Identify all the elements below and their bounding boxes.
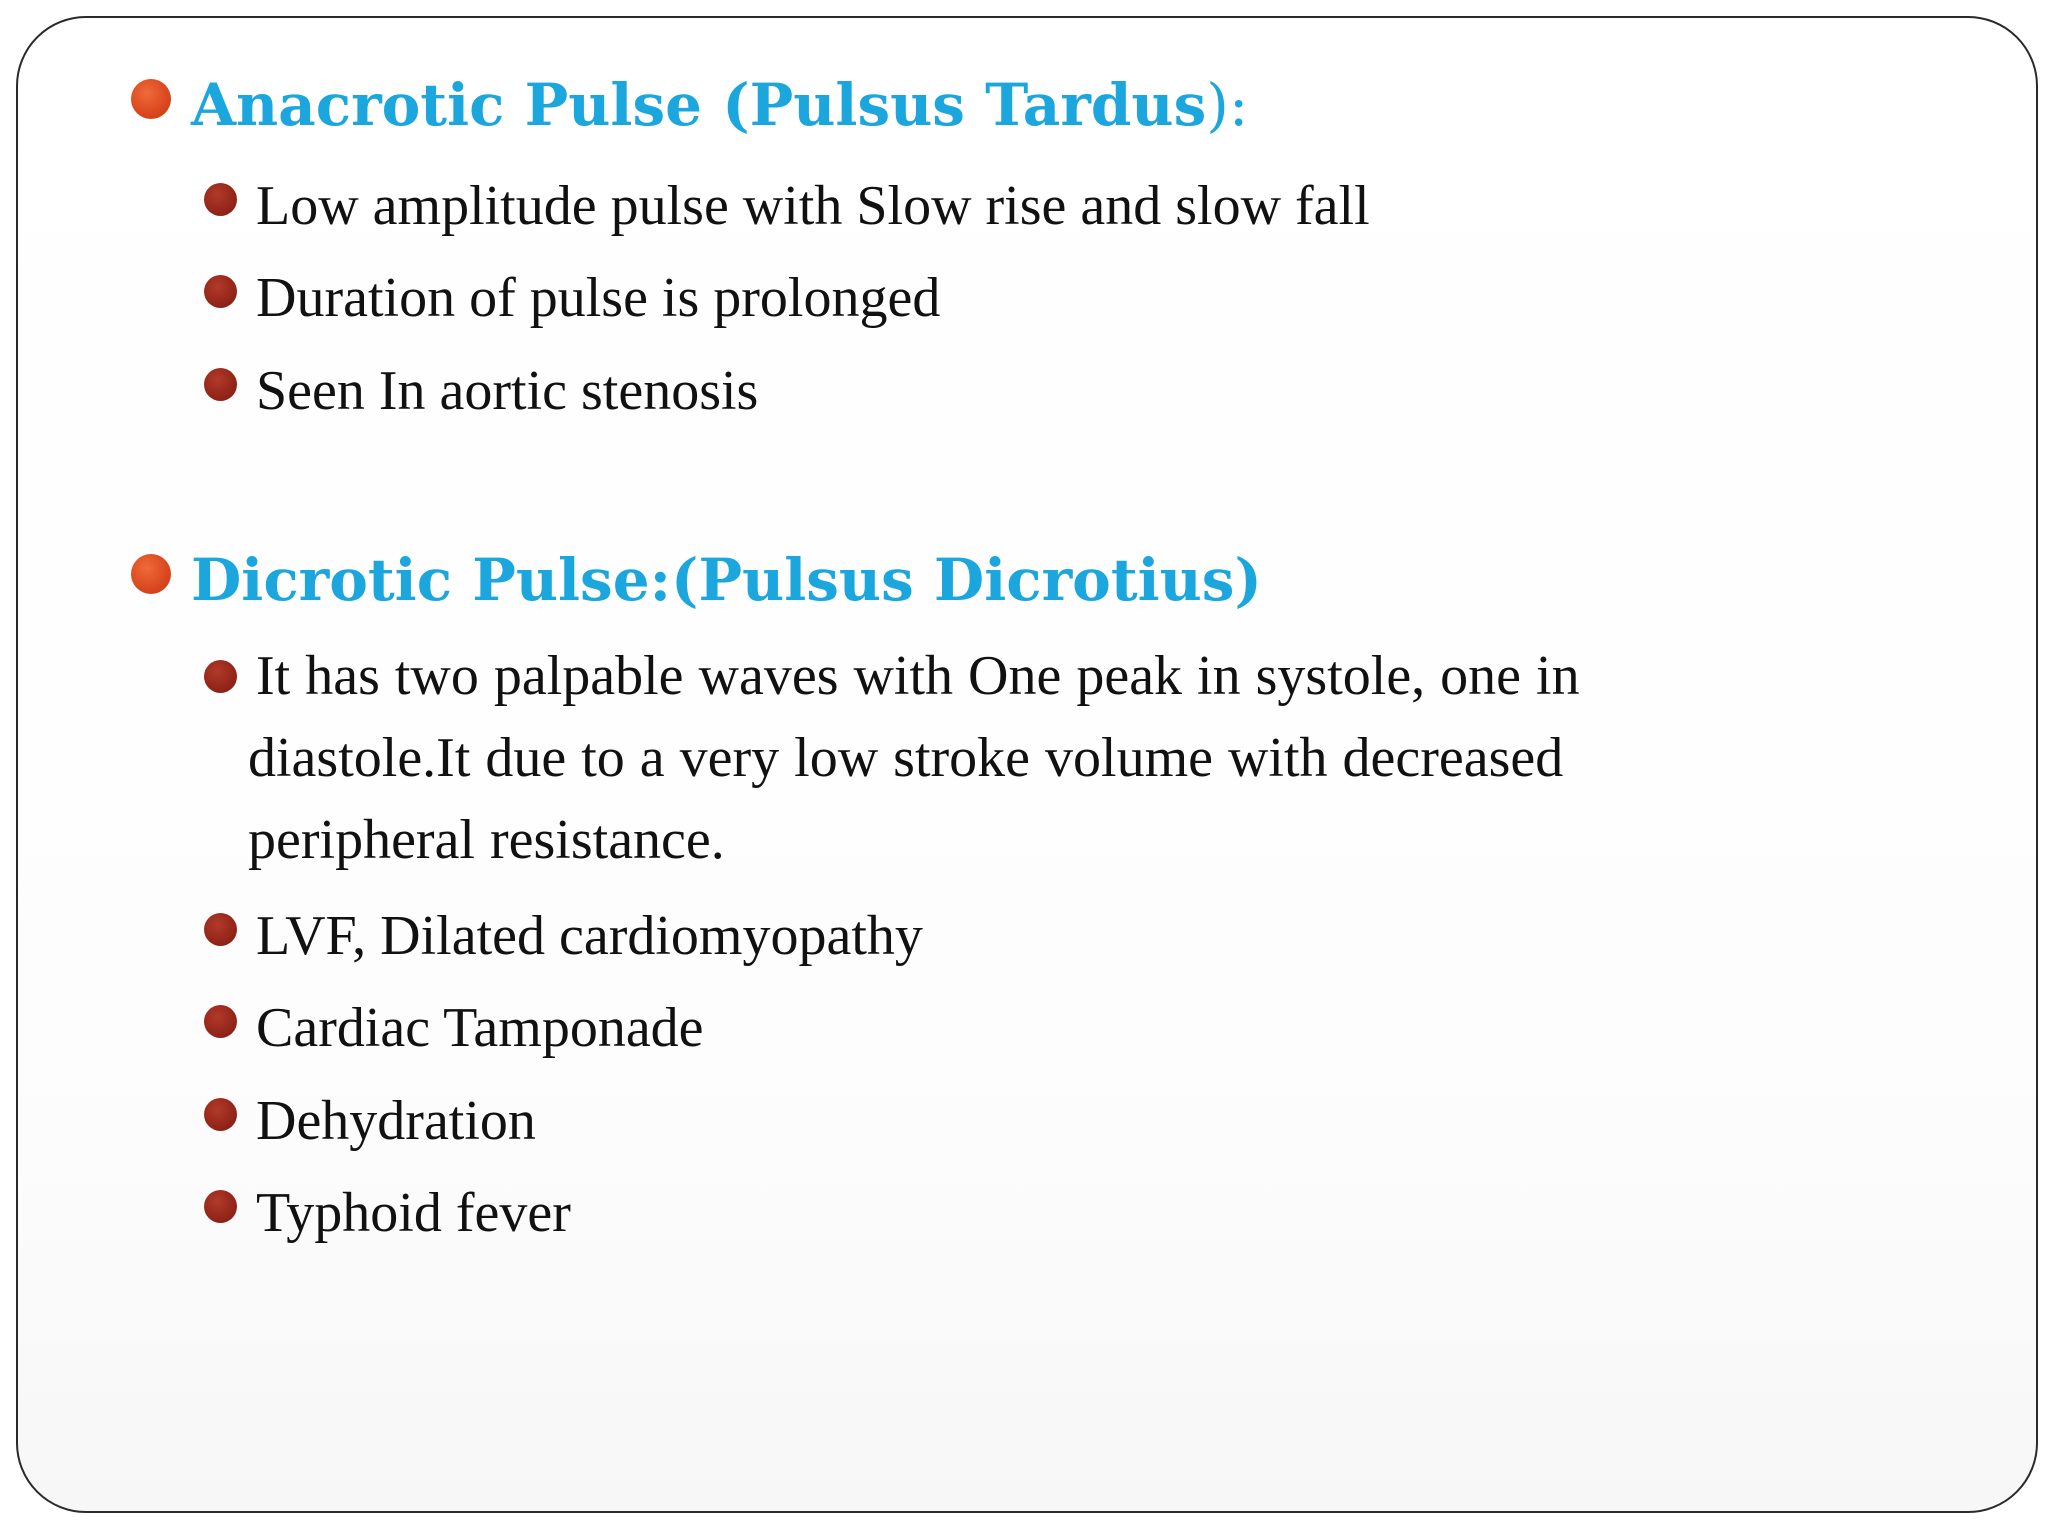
heading-tail: ):	[1206, 71, 1249, 139]
bullet-icon	[204, 913, 237, 946]
bullet-icon	[204, 1005, 237, 1038]
bullet-icon	[131, 79, 171, 119]
bullet-icon	[204, 1190, 237, 1223]
list-item-text: Seen In aortic stenosis	[256, 360, 759, 422]
heading-text: Dicrotic Pulse:(Pulsus Dicrotius)	[191, 546, 1262, 614]
list-item-text: Cardiac Tamponade	[256, 997, 704, 1059]
bullet-icon	[204, 1098, 237, 1131]
list-item-text: LVF, Dilated cardiomyopathy	[256, 905, 923, 967]
bullet-icon	[131, 554, 171, 594]
bullet-icon	[204, 275, 237, 308]
bullet-icon	[204, 660, 237, 693]
slide	[16, 16, 2038, 1513]
section-heading	[191, 546, 1262, 614]
list-item-text: Typhoid fever	[256, 1182, 571, 1244]
list-item-text: Low amplitude pulse with Slow rise and slow fall	[256, 175, 1370, 237]
list-item-text: Duration of pulse is prolonged	[256, 267, 941, 329]
list-item-text: It has two palpable waves with One peak in systole, one in diastole.It due to a very low stroke volume with decreased peripheral resistance.	[248, 645, 1580, 871]
list-item-text: Dehydration	[256, 1090, 536, 1152]
bullet-icon	[204, 183, 237, 216]
bullet-icon	[204, 368, 237, 401]
section-heading	[191, 71, 1249, 139]
heading-text: Anacrotic Pulse (Pulsus Tardus	[191, 71, 1207, 139]
